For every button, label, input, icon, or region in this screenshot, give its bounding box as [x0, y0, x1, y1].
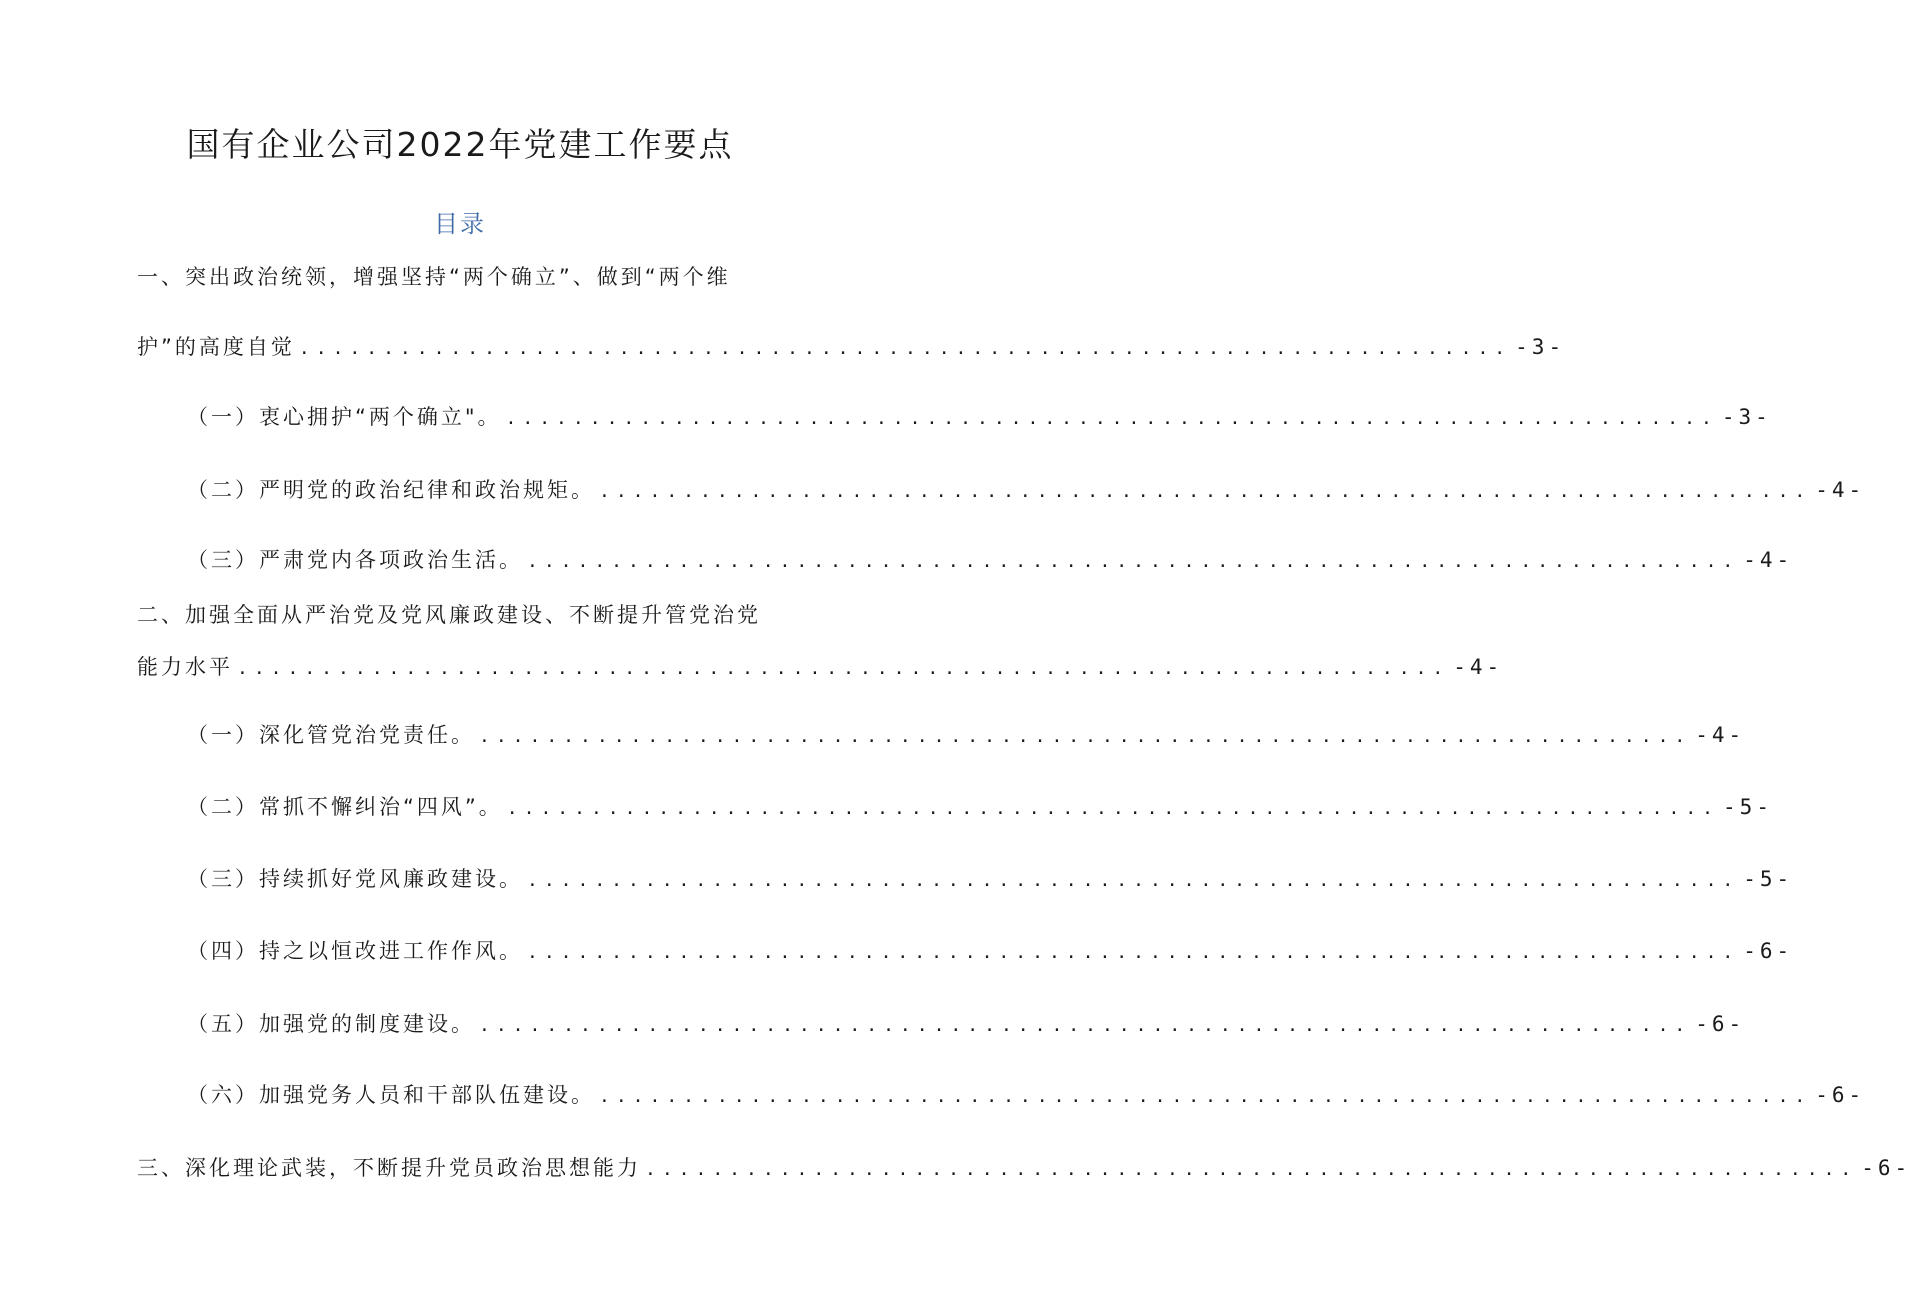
page-number: -5-: [1723, 795, 1773, 819]
toc-section-2-line-1: 二、加强全面从严治党及党风廉政建设、不断提升管党治党: [137, 603, 761, 627]
toc-item-text: （二）常抓不懈纠治“四风”。: [187, 795, 503, 819]
dot-leader: ........................................................................: [479, 1015, 1692, 1036]
page-number: -6-: [1861, 1156, 1911, 1180]
toc-item-2-2[interactable]: [187, 792, 1773, 824]
page-number: -4-: [1743, 548, 1794, 572]
toc-section-3-line-1: 三、深化理论武装，不断提升党员政治思想能力: [137, 1156, 641, 1180]
dot-leader: ........................................................................: [506, 798, 1720, 819]
page-number: -3-: [1515, 335, 1566, 359]
dot-leader: ........................................................................: [479, 726, 1692, 747]
dot-leader: ........................................................................: [505, 408, 1718, 429]
page-number: -6-: [1815, 1083, 1866, 1107]
dot-leader: ........................................................................: [298, 338, 1512, 359]
toc-item-1-3[interactable]: [187, 545, 1794, 577]
dot-leader: ........................................................................: [527, 551, 1740, 572]
toc-item-text: （四）持之以恒改进工作作风。: [187, 939, 523, 963]
dot-leader: ........................................................................: [527, 942, 1740, 963]
toc-item-2-5[interactable]: [187, 1009, 1746, 1041]
toc-item-text: （二）严明党的政治纪律和政治规矩。: [187, 478, 595, 502]
page-number: -3-: [1721, 405, 1772, 429]
toc-section-3-entry[interactable]: [137, 1153, 1911, 1185]
toc-item-text: （一）深化管党治党责任。: [187, 723, 475, 747]
toc-item-text: （五）加强党的制度建设。: [187, 1012, 475, 1036]
toc-item-2-6[interactable]: [187, 1080, 1866, 1112]
toc-item-1-1[interactable]: [187, 402, 1772, 434]
toc-item-text: （三）严肃党内各项政治生活。: [187, 548, 523, 572]
toc-item-2-4[interactable]: [187, 936, 1794, 968]
page-number: -4-: [1453, 655, 1504, 679]
dot-leader: ........................................................................: [237, 658, 1450, 679]
toc-heading: 目录: [434, 210, 486, 238]
dot-leader: ........................................................................: [599, 1086, 1812, 1107]
page-number: -4-: [1695, 723, 1746, 747]
toc-section-2-entry[interactable]: [137, 652, 1504, 684]
toc-section-1-line-1: 一、突出政治统领，增强坚持“两个确立”、做到“两个维: [137, 265, 731, 289]
document-title: 国有企业公司2022年党建工作要点: [186, 125, 734, 164]
dot-leader: ........................................................................: [645, 1159, 1858, 1180]
toc-section-2-line-2: 能力水平: [137, 655, 233, 679]
dot-leader: ........................................................................: [599, 481, 1812, 502]
toc-item-2-3[interactable]: [187, 864, 1794, 896]
page-number: -4-: [1815, 478, 1866, 502]
toc-item-2-1[interactable]: [187, 720, 1746, 752]
page-number: -5-: [1743, 867, 1794, 891]
toc-section-1-entry[interactable]: [137, 332, 1566, 364]
toc-item-text: （一）衷心拥护“两个确立"。: [187, 405, 502, 429]
toc-section-1-line-2: 护”的高度自觉: [137, 335, 295, 359]
page-number: -6-: [1695, 1012, 1746, 1036]
toc-item-text: （六）加强党务人员和干部队伍建设。: [187, 1083, 595, 1107]
toc-item-1-2[interactable]: [187, 475, 1866, 507]
page-number: -6-: [1743, 939, 1794, 963]
toc-item-text: （三）持续抓好党风廉政建设。: [187, 867, 523, 891]
dot-leader: ........................................................................: [527, 870, 1740, 891]
